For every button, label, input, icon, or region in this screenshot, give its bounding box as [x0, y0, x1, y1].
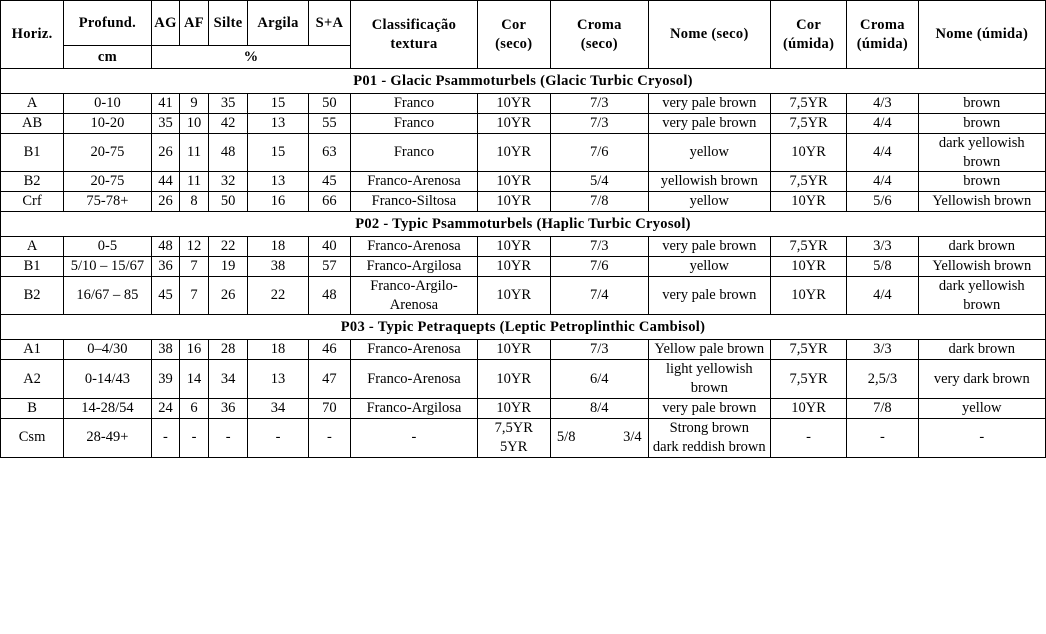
- col-nome-seco: Nome (seco): [648, 1, 770, 69]
- cell-af: -: [180, 418, 209, 457]
- cell-silte: 19: [208, 256, 248, 276]
- section-title: P02 - Typic Psammoturbels (Haplic Turbic Cryosol): [1, 212, 1046, 237]
- cell-ag: 45: [151, 276, 180, 315]
- cell-sa: -: [308, 418, 351, 457]
- cell-croma-umida: 4/3: [847, 94, 918, 114]
- table-row: [1, 192, 1046, 212]
- croma-seco-value-1: 5/8: [556, 429, 576, 446]
- cell-cor-umida: 10YR: [770, 276, 846, 315]
- cell-af: 14: [180, 360, 209, 399]
- cell-classif: Franco-Arenosa: [351, 360, 477, 399]
- cell-af: 11: [180, 133, 209, 172]
- cell-nome-seco: [648, 418, 770, 457]
- table-row: [1, 172, 1046, 192]
- cell-ag: -: [151, 418, 180, 457]
- cell-croma-umida: 5/6: [847, 192, 918, 212]
- cell-silte: 50: [208, 192, 248, 212]
- cell-croma-umida: 3/3: [847, 237, 918, 257]
- cell-prof: 75-78+: [64, 192, 152, 212]
- cell-cor-seco: 10YR: [477, 237, 550, 257]
- cell-classif: -: [351, 418, 477, 457]
- section-title: P01 - Glacic Psammoturbels (Glacic Turbic Cryosol): [1, 69, 1046, 94]
- col-nome-umida: Nome (úmida): [918, 1, 1045, 69]
- cell-cor-umida: 7,5YR: [770, 340, 846, 360]
- cell-prof: 14-28/54: [64, 398, 152, 418]
- cell-croma-umida: 4/4: [847, 133, 918, 172]
- col-ag: AG: [151, 1, 180, 46]
- cell-sa: 55: [308, 113, 351, 133]
- cell-nome-seco: very pale brown: [648, 276, 770, 315]
- cell-argila: 38: [248, 256, 308, 276]
- croma-seco-value-2: 3/4: [623, 429, 642, 446]
- nome-seco-value-1: Strong brown: [669, 419, 749, 436]
- table-header: [1, 1, 1046, 69]
- cell-nome-seco: yellowish brown: [648, 172, 770, 192]
- cell-cor-umida: 10YR: [770, 398, 846, 418]
- cell-silte: -: [208, 418, 248, 457]
- cell-croma-umida: 5/8: [847, 256, 918, 276]
- cell-croma-seco: 7/3: [550, 113, 648, 133]
- cell-ag: 35: [151, 113, 180, 133]
- col-croma-umida: Croma (úmida): [847, 1, 918, 69]
- cell-cor-seco: 10YR: [477, 340, 550, 360]
- cell-argila: 18: [248, 340, 308, 360]
- cell-croma-seco: 7/3: [550, 340, 648, 360]
- cell-nome-umida: -: [918, 418, 1045, 457]
- cell-af: 10: [180, 113, 209, 133]
- cell-horiz: A: [1, 237, 64, 257]
- cell-cor-seco: 10YR: [477, 192, 550, 212]
- cell-argila: 15: [248, 133, 308, 172]
- table-row: [1, 398, 1046, 418]
- cell-ag: 41: [151, 94, 180, 114]
- cell-silte: 22: [208, 237, 248, 257]
- cell-croma-seco: 6/4: [550, 360, 648, 399]
- col-silte: Silte: [208, 1, 248, 46]
- cell-nome-seco: yellow: [648, 192, 770, 212]
- cell-argila: 22: [248, 276, 308, 315]
- cell-argila: 15: [248, 94, 308, 114]
- section-header-row: [1, 212, 1046, 237]
- cell-croma-seco: 7/6: [550, 133, 648, 172]
- cell-nome-umida: dark brown: [918, 340, 1045, 360]
- cell-argila: 16: [248, 192, 308, 212]
- cell-nome-umida: dark brown: [918, 237, 1045, 257]
- cell-nome-seco: very pale brown: [648, 237, 770, 257]
- cell-af: 16: [180, 340, 209, 360]
- cell-ag: 48: [151, 237, 180, 257]
- cell-nome-seco: very pale brown: [648, 398, 770, 418]
- cell-horiz: B1: [1, 133, 64, 172]
- cell-classif: Franco-Argilo-Arenosa: [351, 276, 477, 315]
- cell-horiz: A2: [1, 360, 64, 399]
- cell-af: 11: [180, 172, 209, 192]
- cell-cor-umida: 7,5YR: [770, 360, 846, 399]
- cell-horiz: B1: [1, 256, 64, 276]
- cell-argila: 13: [248, 113, 308, 133]
- cell-argila: 18: [248, 237, 308, 257]
- cell-cor-umida: 7,5YR: [770, 94, 846, 114]
- cell-croma-seco: 8/4: [550, 398, 648, 418]
- cell-nome-seco: very pale brown: [648, 94, 770, 114]
- col-cor-seco: Cor (seco): [477, 1, 550, 69]
- cell-horiz: A: [1, 94, 64, 114]
- cell-croma-umida: -: [847, 418, 918, 457]
- cell-cor-seco: 10YR: [477, 94, 550, 114]
- table-row: [1, 237, 1046, 257]
- cell-cor-seco: [477, 418, 550, 457]
- cell-croma-umida: 4/4: [847, 172, 918, 192]
- cell-prof: 5/10 – 15/67: [64, 256, 152, 276]
- cell-ag: 26: [151, 192, 180, 212]
- cell-horiz: A1: [1, 340, 64, 360]
- cell-horiz: AB: [1, 113, 64, 133]
- col-cor-umida: Cor (úmida): [770, 1, 846, 69]
- cell-cor-umida: -: [770, 418, 846, 457]
- col-profund: Profund.: [64, 1, 152, 46]
- cell-prof: 20-75: [64, 133, 152, 172]
- cell-nome-umida: very dark brown: [918, 360, 1045, 399]
- cell-ag: 44: [151, 172, 180, 192]
- table-row: [1, 133, 1046, 172]
- cell-croma-umida: 3/3: [847, 340, 918, 360]
- col-argila: Argila: [248, 1, 308, 46]
- cell-cor-seco: 10YR: [477, 256, 550, 276]
- cell-cor-umida: 10YR: [770, 256, 846, 276]
- cell-cor-seco: 10YR: [477, 133, 550, 172]
- cell-sa: 45: [308, 172, 351, 192]
- cell-argila: 13: [248, 172, 308, 192]
- cell-croma-seco: 7/4: [550, 276, 648, 315]
- cell-prof: 16/67 – 85: [64, 276, 152, 315]
- cell-nome-umida: Yellowish brown: [918, 192, 1045, 212]
- section-header-row: [1, 69, 1046, 94]
- cell-ag: 26: [151, 133, 180, 172]
- cell-nome-seco: light yellowish brown: [648, 360, 770, 399]
- cell-cor-umida: 10YR: [770, 133, 846, 172]
- cell-cor-seco: 10YR: [477, 398, 550, 418]
- cell-croma-umida: 7/8: [847, 398, 918, 418]
- cell-af: 9: [180, 94, 209, 114]
- table-row: [1, 113, 1046, 133]
- cell-classif: Franco-Argilosa: [351, 398, 477, 418]
- cell-horiz: Csm: [1, 418, 64, 457]
- cell-croma-seco: 7/8: [550, 192, 648, 212]
- cell-prof: 0-5: [64, 237, 152, 257]
- cor-seco-value-1: 7,5YR: [494, 419, 533, 436]
- cell-croma-umida: 4/4: [847, 276, 918, 315]
- cell-sa: 57: [308, 256, 351, 276]
- table-row: [1, 276, 1046, 315]
- table-row: [1, 256, 1046, 276]
- cell-nome-umida: brown: [918, 172, 1045, 192]
- cell-cor-umida: 10YR: [770, 192, 846, 212]
- col-horiz: Horiz.: [1, 1, 64, 69]
- cell-classif: Franco: [351, 113, 477, 133]
- col-classificacao: Classificação textura: [351, 1, 477, 69]
- cell-silte: 32: [208, 172, 248, 192]
- cell-silte: 28: [208, 340, 248, 360]
- cell-cor-seco: 10YR: [477, 360, 550, 399]
- cell-prof: 0–4/30: [64, 340, 152, 360]
- cell-prof: 0-10: [64, 94, 152, 114]
- table-row: [1, 94, 1046, 114]
- cor-seco-value-2: 5YR: [500, 438, 528, 455]
- cell-sa: 46: [308, 340, 351, 360]
- cell-argila: 34: [248, 398, 308, 418]
- cell-classif: Franco-Arenosa: [351, 340, 477, 360]
- cell-nome-umida: brown: [918, 113, 1045, 133]
- cell-cor-umida: 7,5YR: [770, 113, 846, 133]
- cell-classif: Franco-Arenosa: [351, 237, 477, 257]
- cell-croma-umida: 4/4: [847, 113, 918, 133]
- cell-sa: 40: [308, 237, 351, 257]
- cell-nome-umida: dark yellowish brown: [918, 276, 1045, 315]
- cell-classif: Franco: [351, 94, 477, 114]
- cell-horiz: Crf: [1, 192, 64, 212]
- cell-prof: 20-75: [64, 172, 152, 192]
- cell-ag: 39: [151, 360, 180, 399]
- cell-cor-umida: 7,5YR: [770, 237, 846, 257]
- cell-silte: 36: [208, 398, 248, 418]
- cell-prof: 10-20: [64, 113, 152, 133]
- cell-nome-umida: brown: [918, 94, 1045, 114]
- cell-cor-seco: 10YR: [477, 113, 550, 133]
- cell-silte: 26: [208, 276, 248, 315]
- cell-sa: 48: [308, 276, 351, 315]
- cell-cor-seco: 10YR: [477, 172, 550, 192]
- cell-croma-umida: 2,5/3: [847, 360, 918, 399]
- cell-croma-seco: 7/6: [550, 256, 648, 276]
- cell-sa: 50: [308, 94, 351, 114]
- cell-af: 12: [180, 237, 209, 257]
- cell-silte: 35: [208, 94, 248, 114]
- section-title: P03 - Typic Petraquepts (Leptic Petroplinthic Cambisol): [1, 315, 1046, 340]
- table-row: [1, 360, 1046, 399]
- cell-prof: 28-49+: [64, 418, 152, 457]
- cell-horiz: B: [1, 398, 64, 418]
- cell-af: 7: [180, 276, 209, 315]
- cell-argila: -: [248, 418, 308, 457]
- nome-seco-value-2: dark reddish brown: [652, 438, 766, 455]
- cell-classif: Franco-Argilosa: [351, 256, 477, 276]
- cell-horiz: B2: [1, 276, 64, 315]
- cell-nome-umida: dark yellowish brown: [918, 133, 1045, 172]
- cell-croma-seco: 7/3: [550, 94, 648, 114]
- col-sa: S+A: [308, 1, 351, 46]
- unit-cm: cm: [64, 46, 152, 69]
- cell-argila: 13: [248, 360, 308, 399]
- cell-ag: 24: [151, 398, 180, 418]
- cell-croma-seco: 7/3: [550, 237, 648, 257]
- cell-af: 7: [180, 256, 209, 276]
- cell-cor-umida: 7,5YR: [770, 172, 846, 192]
- table-row: [1, 340, 1046, 360]
- cell-sa: 70: [308, 398, 351, 418]
- table-row-csm: [1, 418, 1046, 457]
- cell-classif: Franco: [351, 133, 477, 172]
- cell-nome-seco: yellow: [648, 133, 770, 172]
- cell-af: 6: [180, 398, 209, 418]
- cell-silte: 42: [208, 113, 248, 133]
- cell-silte: 48: [208, 133, 248, 172]
- cell-prof: 0-14/43: [64, 360, 152, 399]
- cell-sa: 66: [308, 192, 351, 212]
- col-af: AF: [180, 1, 209, 46]
- cell-croma-seco: [550, 418, 648, 457]
- section-header-row: [1, 315, 1046, 340]
- cell-nome-umida: Yellowish brown: [918, 256, 1045, 276]
- cell-croma-seco: 5/4: [550, 172, 648, 192]
- cell-classif: Franco-Arenosa: [351, 172, 477, 192]
- cell-silte: 34: [208, 360, 248, 399]
- cell-classif: Franco-Siltosa: [351, 192, 477, 212]
- cell-sa: 47: [308, 360, 351, 399]
- cell-nome-seco: yellow: [648, 256, 770, 276]
- cell-nome-seco: very pale brown: [648, 113, 770, 133]
- cell-ag: 36: [151, 256, 180, 276]
- cell-cor-seco: 10YR: [477, 276, 550, 315]
- col-croma-seco: Croma (seco): [550, 1, 648, 69]
- cell-nome-seco: Yellow pale brown: [648, 340, 770, 360]
- cell-ag: 38: [151, 340, 180, 360]
- cell-horiz: B2: [1, 172, 64, 192]
- cell-nome-umida: yellow: [918, 398, 1045, 418]
- cell-af: 8: [180, 192, 209, 212]
- unit-percent: %: [151, 46, 351, 69]
- table-body: [1, 69, 1046, 458]
- cell-sa: 63: [308, 133, 351, 172]
